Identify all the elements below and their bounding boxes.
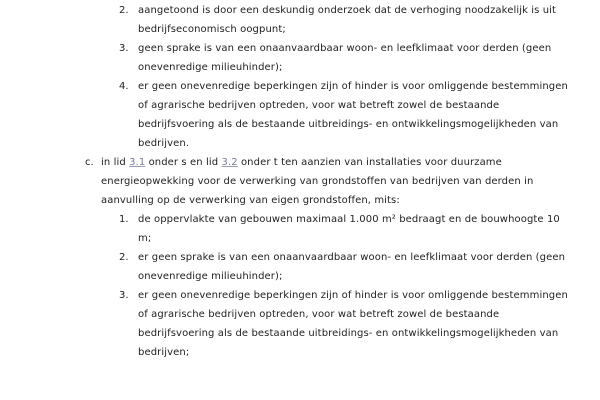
item-c-intro-middle: onder s en lid <box>145 157 222 168</box>
list-b-item-4-number: 4. <box>119 81 129 92</box>
list-b-item-4-line-2: of agrarische bedrijven optreden, voor wat betreft zowel de bestaande <box>138 100 500 111</box>
item-c-letter: c. <box>85 157 94 168</box>
item-c-3-number: 3. <box>119 290 129 301</box>
reference-link-3-2[interactable]: 3.2 <box>221 157 238 168</box>
list-b-item-3-line-2: onevenredige milieuhinder); <box>138 62 283 73</box>
reference-link-3-1[interactable]: 3.1 <box>129 157 146 168</box>
item-c-intro-prefix: in lid <box>101 157 130 168</box>
item-c-3-line-1: er geen onevenredige beperkingen zijn of hinder is voor omliggende bestemmingen <box>138 290 568 301</box>
list-b-item-3-number: 3. <box>119 43 129 54</box>
item-c-1-line-1: de oppervlakte van gebouwen maximaal 1.000 m² bedraagt en de bouwhoogte 10 <box>138 214 560 225</box>
item-c-intro-line-3: aanvulling op de verwerking van eigen grondstoffen, mits: <box>101 195 400 206</box>
item-c-intro-suffix: onder t ten aanzien van installaties voor duurzame <box>237 157 502 168</box>
item-c-1-line-2: m; <box>138 233 152 244</box>
item-c-3-line-3: bedrijfsvoering als de bestaande uitbreidings- en ontwikkelingsmogelijkheden van <box>138 328 559 339</box>
list-b-item-2-number: 2. <box>119 5 129 16</box>
list-b-item-4-line-3: bedrijfsvoering als de bestaande uitbreidings- en ontwikkelingsmogelijkheden van <box>138 119 559 130</box>
item-c-intro-line-2: energieopwekking voor de verwerking van grondstoffen van bedrijven van derden in <box>101 176 534 187</box>
item-c-intro-line-1 <box>101 157 502 169</box>
item-c-2-number: 2. <box>119 252 129 263</box>
list-b-item-2-line-1: aangetoond is door een deskundig onderzoek dat de verhoging noodzakelijk is uit <box>138 5 557 16</box>
list-b-item-3-line-1: geen sprake is van een onaanvaardbaar woon- en leefklimaat voor derden (geen <box>138 43 552 54</box>
list-b-item-4-line-4: bedrijven. <box>138 138 190 149</box>
item-c-1-number: 1. <box>119 214 129 225</box>
item-c-3-line-4: bedrijven; <box>138 347 190 358</box>
item-c-2-line-1: er geen sprake is van een onaanvaardbaar woon- en leefklimaat voor derden (geen <box>138 252 566 263</box>
list-b-item-2-line-2: bedrijfseconomisch oogpunt; <box>138 24 286 35</box>
item-c-2-line-2: onevenredige milieuhinder); <box>138 271 283 282</box>
item-c-3-line-2: of agrarische bedrijven optreden, voor wat betreft zowel de bestaande <box>138 309 500 320</box>
list-b-item-4-line-1: er geen onevenredige beperkingen zijn of hinder is voor omliggende bestemmingen <box>138 81 568 92</box>
